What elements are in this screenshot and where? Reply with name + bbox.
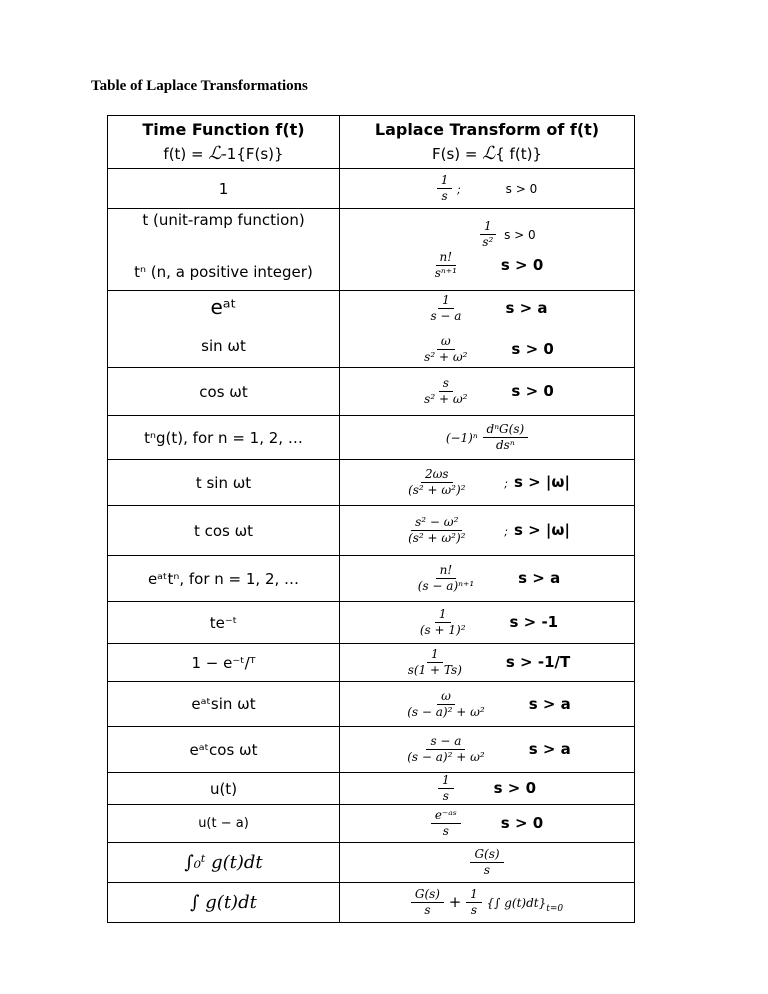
transform-cell: (−1)ⁿ $\frac{\text{dⁿG(s)}}{\text{dsⁿ}}$ — [340, 416, 635, 460]
table-row — [108, 727, 635, 773]
transform-cell: $\frac{s - a}{\text{(s − a)² + ω²}}$ s > a — [340, 727, 635, 773]
time-function-cell: cos ωt — [108, 368, 340, 416]
time-function-cell: t sin ωt — [108, 460, 340, 506]
table-row — [108, 368, 635, 416]
table-row — [108, 682, 635, 727]
table-row — [108, 416, 635, 460]
page-title: Table of Laplace Transformations — [91, 78, 308, 94]
table-row — [108, 506, 635, 556]
time-function-cell: u(t − a) — [108, 805, 340, 843]
table-row — [108, 773, 635, 805]
time-function-cell: eᵃᵗtⁿ, for n = 1, 2, … — [108, 556, 340, 602]
table-row — [108, 460, 635, 506]
time-function-cell: t (unit-ramp function) tⁿ (n, a positive integer) — [108, 209, 340, 291]
transform-cell: $\frac{G(s)}{s}$ + $\frac{1}{s}$ {∫ $g(t)dt\}_{t=0}$ — [340, 883, 635, 923]
transform-cell: $\frac{2\omega s}{\text{(s² + ω²)²}}$ ; s > |ω| — [340, 460, 635, 506]
transform-cell: $\frac{\omega}{\text{(s − a)² + ω²}}$ s > a — [340, 682, 635, 727]
transform-cell: $\frac{\text{s² − ω²}}{\text{(s² + ω²)²}}$ ; s > |ω| — [340, 506, 635, 556]
header-laplace-title: Laplace Transform of f(t) — [374, 120, 600, 139]
header-time-function — [108, 116, 340, 169]
table-row — [108, 556, 635, 602]
time-function-cell: eᵃᵗsin ωt — [108, 682, 340, 727]
time-function-cell: eᵃᵗcos ωt — [108, 727, 340, 773]
transform-cell: $\frac{1}{s}$ ; s > 0 — [340, 169, 635, 209]
header-row — [108, 116, 635, 169]
time-function-cell: ∫₀ᵗ g(t)dt — [108, 843, 340, 883]
transform-cell: $\frac{G(s)}{s}$ — [340, 843, 635, 883]
transform-cell: $\frac{\text{e⁻ᵃˢ}}{s}$ s > 0 — [340, 805, 635, 843]
time-function-cell: t cos ωt — [108, 506, 340, 556]
header-time-subtitle: f(t) = ℒ-1{F(s)} — [163, 143, 284, 164]
table-row — [108, 209, 635, 291]
time-function-cell: ∫ g(t)dt — [108, 883, 340, 923]
table-row — [108, 843, 635, 883]
time-function-cell: 1 — [108, 169, 340, 209]
time-function-cell: te⁻ᵗ — [108, 602, 340, 644]
transform-cell: $\frac{n!}{\text{(s − a)ⁿ⁺¹}}$ s > a — [340, 556, 635, 602]
header-time-title: Time Function f(t) — [142, 120, 305, 139]
transform-cell: $\frac{s}{\text{s² + ω²}}$ s > 0 — [340, 368, 635, 416]
time-function-cell: u(t) — [108, 773, 340, 805]
transform-cell: $\frac{1}{\text{s²}}$ s > 0 $\frac{n!}{\text{sⁿ⁺¹}}$ s > 0 — [340, 209, 635, 291]
condition: s > 0 — [505, 182, 538, 196]
laplace-table — [107, 115, 635, 923]
table-row — [108, 805, 635, 843]
table-row — [108, 602, 635, 644]
transform-cell: $\frac{1}{s}$ s > 0 — [340, 773, 635, 805]
table-row — [108, 644, 635, 682]
header-laplace-transform — [340, 116, 635, 169]
transform-cell: $\frac{1}{s - a}$ s > a $\frac{\omega}{\text{s² + ω²}}$ s > 0 — [340, 291, 635, 368]
transform-cell: $\frac{1}{s(1 + Ts)}$ s > -1/T — [340, 644, 635, 682]
time-function-cell: 1 − e⁻ᵗ/ᵀ — [108, 644, 340, 682]
time-function-cell: tⁿg(t), for n = 1, 2, … — [108, 416, 340, 460]
time-function-cell: eᵃᵗ sin ωt — [108, 291, 340, 368]
table-row — [108, 883, 635, 923]
transform-cell: $\frac{1}{\text{(s + 1)²}}$ s > -1 — [340, 602, 635, 644]
header-laplace-subtitle: F(s) = ℒ{ f(t)} — [432, 143, 542, 164]
table-row — [108, 169, 635, 209]
table-row — [108, 291, 635, 368]
